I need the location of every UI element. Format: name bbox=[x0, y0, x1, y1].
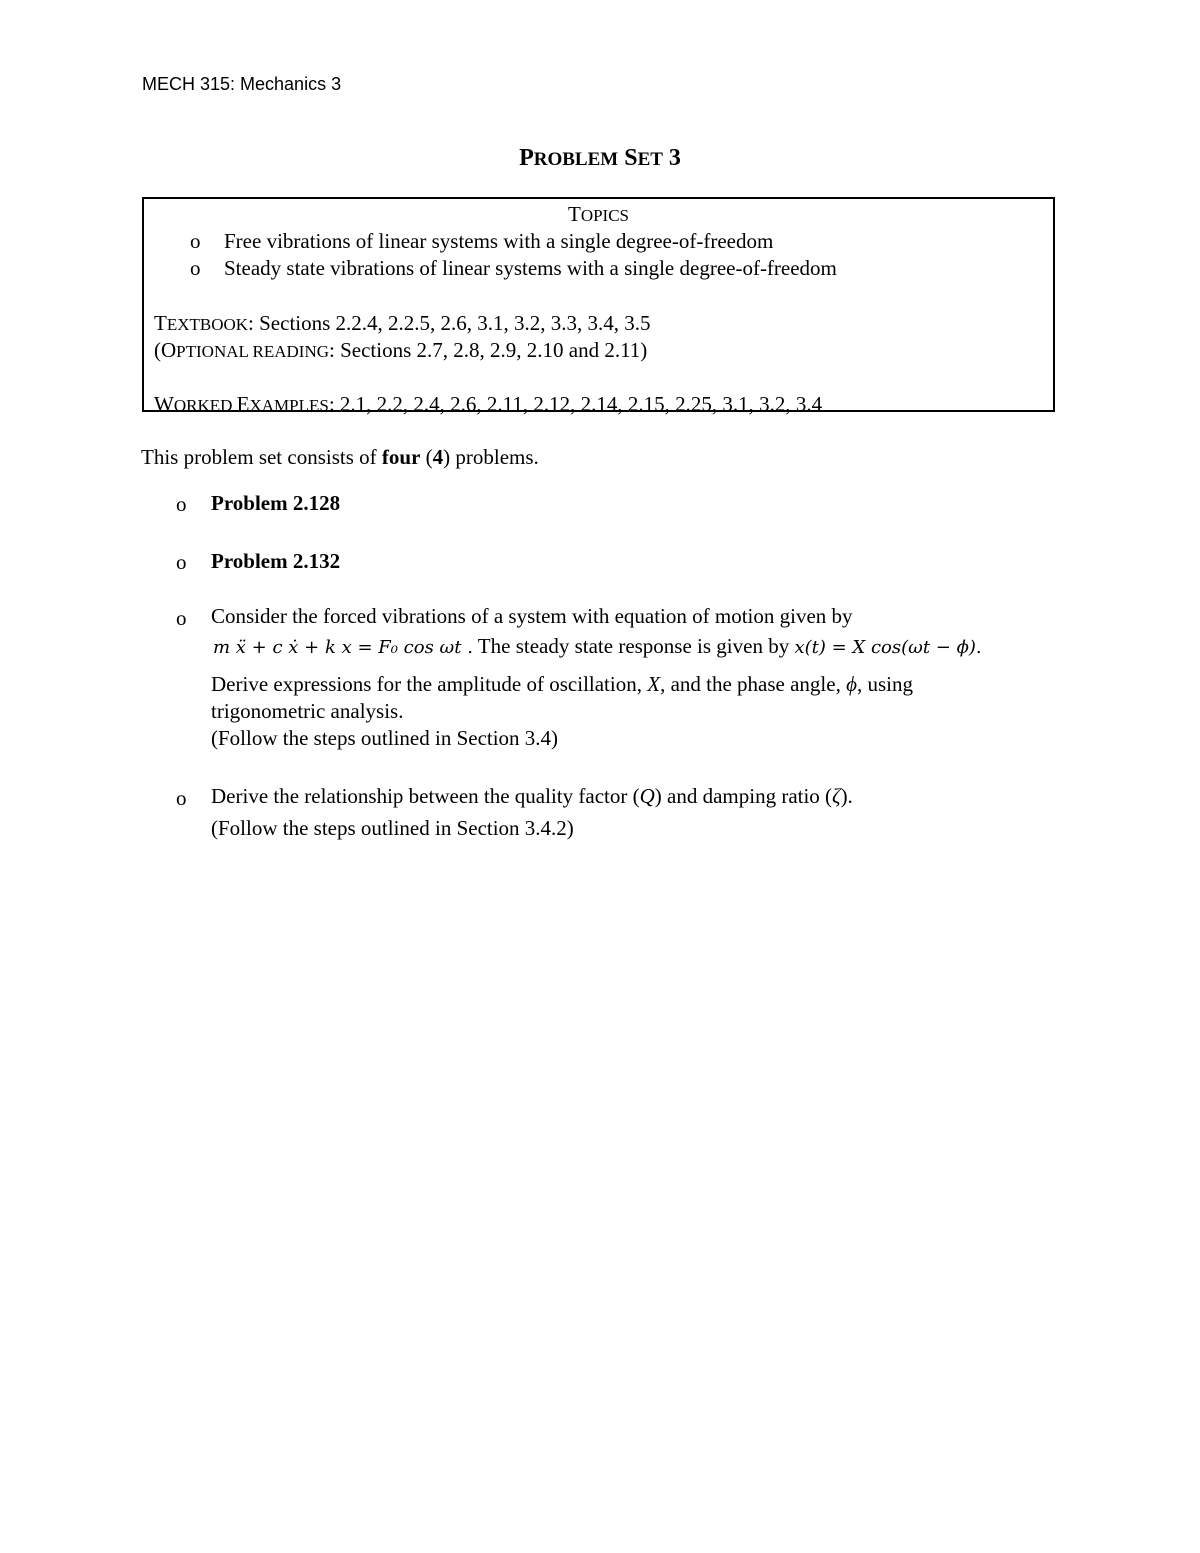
course-header: MECH 315: Mechanics 3 bbox=[142, 74, 342, 94]
list-marker: o bbox=[176, 492, 187, 516]
title-initial-p: P bbox=[519, 145, 534, 171]
problem-3-intro: Consider the forced vibrations of a system with equation of motion given by bbox=[211, 604, 853, 628]
problem-3-equations: m ẍ + c ẋ + k x = F₀ cos ωt . The steady state response is given by x(t) = X cos(ωt − ϕ). bbox=[213, 634, 982, 658]
topics-heading: TOPICS bbox=[567, 202, 629, 226]
textbook-line: TEXTBOOK: Sections 2.2.4, 2.2.5, 2.6, 3.1, 3.2, 3.3, 3.4, 3.5 bbox=[154, 311, 651, 335]
title-rest-et: ET bbox=[637, 149, 663, 170]
optional-reading-line: (OPTIONAL READING: Sections 2.7, 2.8, 2.9, 2.10 and 2.11) bbox=[154, 338, 648, 362]
list-marker: o bbox=[176, 550, 187, 574]
list-marker: o bbox=[176, 606, 187, 630]
list-marker: o bbox=[176, 786, 187, 810]
topic-item: Steady state vibrations of linear systems with a single degree-of-freedom bbox=[224, 256, 837, 280]
steady-state-response: x(t) = X cos(ωt − ϕ). bbox=[794, 637, 982, 658]
bullet-marker: o bbox=[190, 256, 201, 280]
topic-item: Free vibrations of linear systems with a single degree-of-freedom bbox=[224, 229, 774, 253]
bullet-marker: o bbox=[190, 229, 201, 253]
problem-4-follow: (Follow the steps outlined in Section 3.4.2) bbox=[211, 816, 574, 840]
equation-of-motion: m ẍ + c ẋ + k x = F₀ cos ωt . bbox=[213, 637, 473, 658]
intro-text: This problem set consists of four (4) problems. bbox=[141, 445, 539, 469]
title-initial-s: S bbox=[624, 145, 638, 171]
problem-3-trig: trigonometric analysis. bbox=[211, 699, 404, 723]
problem-3-derive: Derive expressions for the amplitude of oscillation, X, and the phase angle, ϕ, using bbox=[211, 672, 913, 696]
worked-examples-line: WORKED EXAMPLES: 2.1, 2.2, 2.4, 2.6, 2.11, 2.12, 2.14, 2.15, 2.25, 3.1, 3.2, 3.4 bbox=[154, 392, 823, 416]
title-number: 3 bbox=[668, 145, 681, 171]
page-title bbox=[0, 145, 1200, 172]
topics-box bbox=[142, 197, 1055, 416]
problem-2-128: Problem 2.128 bbox=[211, 491, 341, 515]
problem-3-follow: (Follow the steps outlined in Section 3.4) bbox=[211, 726, 559, 750]
title-rest-roblem: ROBLEM bbox=[533, 149, 619, 170]
problem-4-text: Derive the relationship between the quality factor (Q) and damping ratio (ζ). bbox=[211, 784, 853, 808]
problem-2-132: Problem 2.132 bbox=[211, 549, 341, 573]
